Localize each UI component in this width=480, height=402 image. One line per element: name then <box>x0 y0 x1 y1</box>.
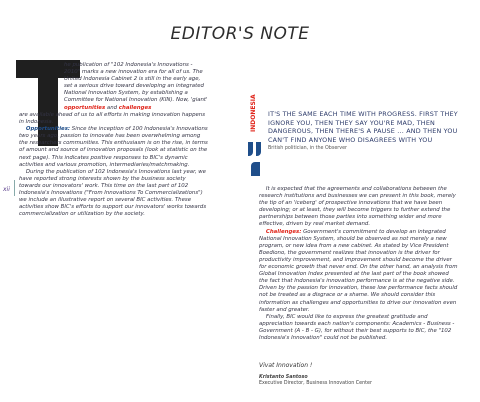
right-column-body: It is expected that the agreements and collaborations between the research institutions and businesses we can present in this book, merely the tip of an 'iceberg' of prospective innovations that we have been developing; or at least, they will become triggers to further extend the partnerships between those parties into something wider and more effective, driven by real market demand. Challenges: Government's commitment to develop an integrated National Innovation System, should be observed as not merely a new program, or new idea from a new cabinet. As stated by Vice President Boediono, the government realizes that innovation is the driver for productivity improvement, and improvement should become the driver for economic growth that never end. On the other hand, an analysis from Global Innovation Index presented at the last part of the book showed the fact that Indonesia's innovation performance is at the negative side. Driven by the passion for innovation, these low performance facts should not be treated as a disgrace or a shame. We should consider this information as challenges and opportunities to drive our innovation even faster and greater. Finally, BIC would like to express the greatest gratitude and appreciation towards each nation's components: Academics - Business - Government (A - B - G), for without their best supports to BIC, the "102 Indonesia's Innovation" could not be published. <box>259 186 458 341</box>
margin-rule <box>14 180 15 196</box>
pull-quote <box>268 110 468 154</box>
vertical-label: INDONESIA <box>250 94 257 132</box>
signature-block <box>259 375 372 387</box>
pull-quote-text: IT'S THE SAME EACH TIME WITH PROGRESS. FIRST THEY IGNORE YOU, THEN THEY SAY YOU'RE MAD, THEN DANGEROUS, THEN THERE'S A PAUSE ... AND THEN YOU CAN'T FIND ANYONE WHO DISAGREES WITH YOU <box>268 110 458 144</box>
left-column-body: are available ahead of us to all efforts in making innovation happens in Indonesia. Opportunities: Since the inception of 100 Indonesia's Innovations two years ago, passion to innovate has been overwhelming among the researchers communities. This enthusiasm is on the rise, in terms of amount and source of innovation proposals (look at statistic on the next page). This indicates positive responses to BIC's dynamic activities and various promotion, intermediaries/matchmaking. During the publication of 102 Indonesia's Innovations last year, we have reported strong interests shown by the business society towards our innovators' work. This time on the last part of 102 Indonesia's Innovations ("From Innovations To Commercializations") we include an illustrative report on several BIC activities. These activities show BIC's efforts to support our innovators' works towards commercialization or utilization by the society. <box>19 112 208 218</box>
signature-name: Kristanto Santoso <box>259 375 308 380</box>
page-number: xii <box>3 186 10 193</box>
pull-quote-attribution: British politician, in the Observer <box>268 146 348 151</box>
left-column-intro: he publication of "102 Indonesia's Innovations - 2010" marks a new innovation era for all of us. The United Indonesia Cabinet 2 is still in the early age, set a serious drive toward developing an integrated National Innovation System, by establishing a Committee for National Innovation (KIN). Now, 'giant' opportunities and challenges <box>64 62 208 111</box>
page-title: EDITOR'S NOTE <box>170 24 310 44</box>
signature-role: Executive Director, Business Innovation Center <box>259 381 372 386</box>
quote-mark-icon <box>248 142 264 178</box>
closing-line: Vivat Innovation ! <box>259 362 313 369</box>
